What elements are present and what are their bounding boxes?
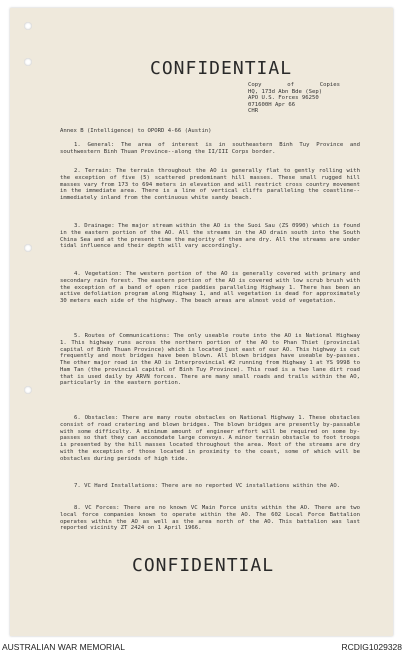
punch-hole — [24, 386, 32, 394]
paragraph-vegetation: 4. Vegetation: The western portion of the AO is generally covered with primary and secondary rain forest. The eastern portion of the AO is covered with low scrub brush with the exception of a band of open rice paddies paralleling Highway 1. There has been an active defoliation program along Highway 1, and all vegetation is dead for approximately 30 meters each side of the highway. The beach areas are almost void of vegetation. — [60, 271, 360, 304]
paragraph-routes: 5. Routes of Communications: The only useable route into the AO is National Highway 1. This highway runs across the northern portion of the AO to Phan Thiet (provincial capital of Binh Thuan Province) which is located just east of our AO. This highway is cut frequently and most bridges have been blown. All blown bridges have useable by-passes. The other major road in the AO is Interprovincial #2 running from Highway 1 at YS 9998 to Ham Tan (the provincial capital of Binh Tuy Province). This road is a two lane dirt road that is used daily by ARVN forces. There are many small roads and trails within the AO, particularly in the eastern portion. — [60, 333, 360, 387]
document-header — [248, 82, 340, 115]
copy-of-label: of — [287, 82, 294, 88]
header-apo: APO U.S. Forces 96250 — [248, 95, 319, 102]
paragraph-vc-installations: 7. VC Hard Installations: There are no reported VC installations within the AO. — [74, 483, 341, 489]
annex-title: Annex B (Intelligence) to OPORD 4-66 (Austin) — [60, 128, 212, 134]
archive-id: RCDIG1029328 — [341, 642, 402, 652]
archive-name: AUSTRALIAN WAR MEMORIAL — [2, 642, 125, 652]
confidential-stamp-bottom: CONFIDENTIAL — [132, 555, 275, 576]
paragraph-obstacles: 6. Obstacles: There are many route obstacles on National Highway 1. These obstacles consist of road cratering and blown bridges. The blown bridges are presently by-passable with some difficulty. A minimum amount of engineer effort will be required on some by-passes so that they can accomodate large convoys. A minor terrain obstacle to foot troops is presented by the hill masses located throughout the area. Most of the streams are dry with the exception of those located in proximity to the coast, some of which will be obstacles during periods of high tide. — [60, 415, 360, 462]
paragraph-vc-forces: 8. VC Forces: There are no known VC Main Force units within the AO. There are two local force companies known to operate within the AO. The 602 Local Force Battalion operates within the AO as well as the area north of the AO. This battalion was last reported vicinity ZT 2424 on 1 April 1966. — [60, 505, 360, 532]
copies-label: Copies — [319, 82, 340, 88]
header-unit: HQ, 173d Abn Bde (Sep) — [248, 88, 323, 95]
header-code: CHR — [248, 108, 259, 115]
archive-footer — [0, 638, 405, 654]
paragraph-general: 1. General: The area of interest is in southeastern Binh Tuy Province and southwestern Binh Thuan Province--along the II/III Corps border. — [60, 142, 360, 155]
punch-hole — [24, 58, 32, 66]
header-dtg: 071600H Apr 66 — [248, 101, 296, 108]
confidential-stamp-top: CONFIDENTIAL — [150, 58, 293, 79]
punch-hole — [24, 244, 32, 252]
paragraph-drainage: 3. Drainage: The major stream within the AO is the Suoi Sau (ZS 0990) which is found in the eastern portion of the AO. All the streams in the AO drain south into the South China Sea and at the present time the majority of them are dry. All the streams are under tidal influence and their depth will vary accordingly. — [60, 223, 360, 250]
punch-hole — [24, 22, 32, 30]
paragraph-terrain: 2. Terrain: The terrain throughout the AO is generally flat to gently rolling with the exception of five (5) scattered predominant hill masses. These small rugged hill masses vary from 173 to 694 meters in elevation and will restrict cross country movement in the immediate area. There is a line of vertical cliffs paralleling the coastline--immediately inland from the continuous white sandy beach. — [60, 168, 360, 201]
copy-label: Copy — [248, 82, 262, 88]
